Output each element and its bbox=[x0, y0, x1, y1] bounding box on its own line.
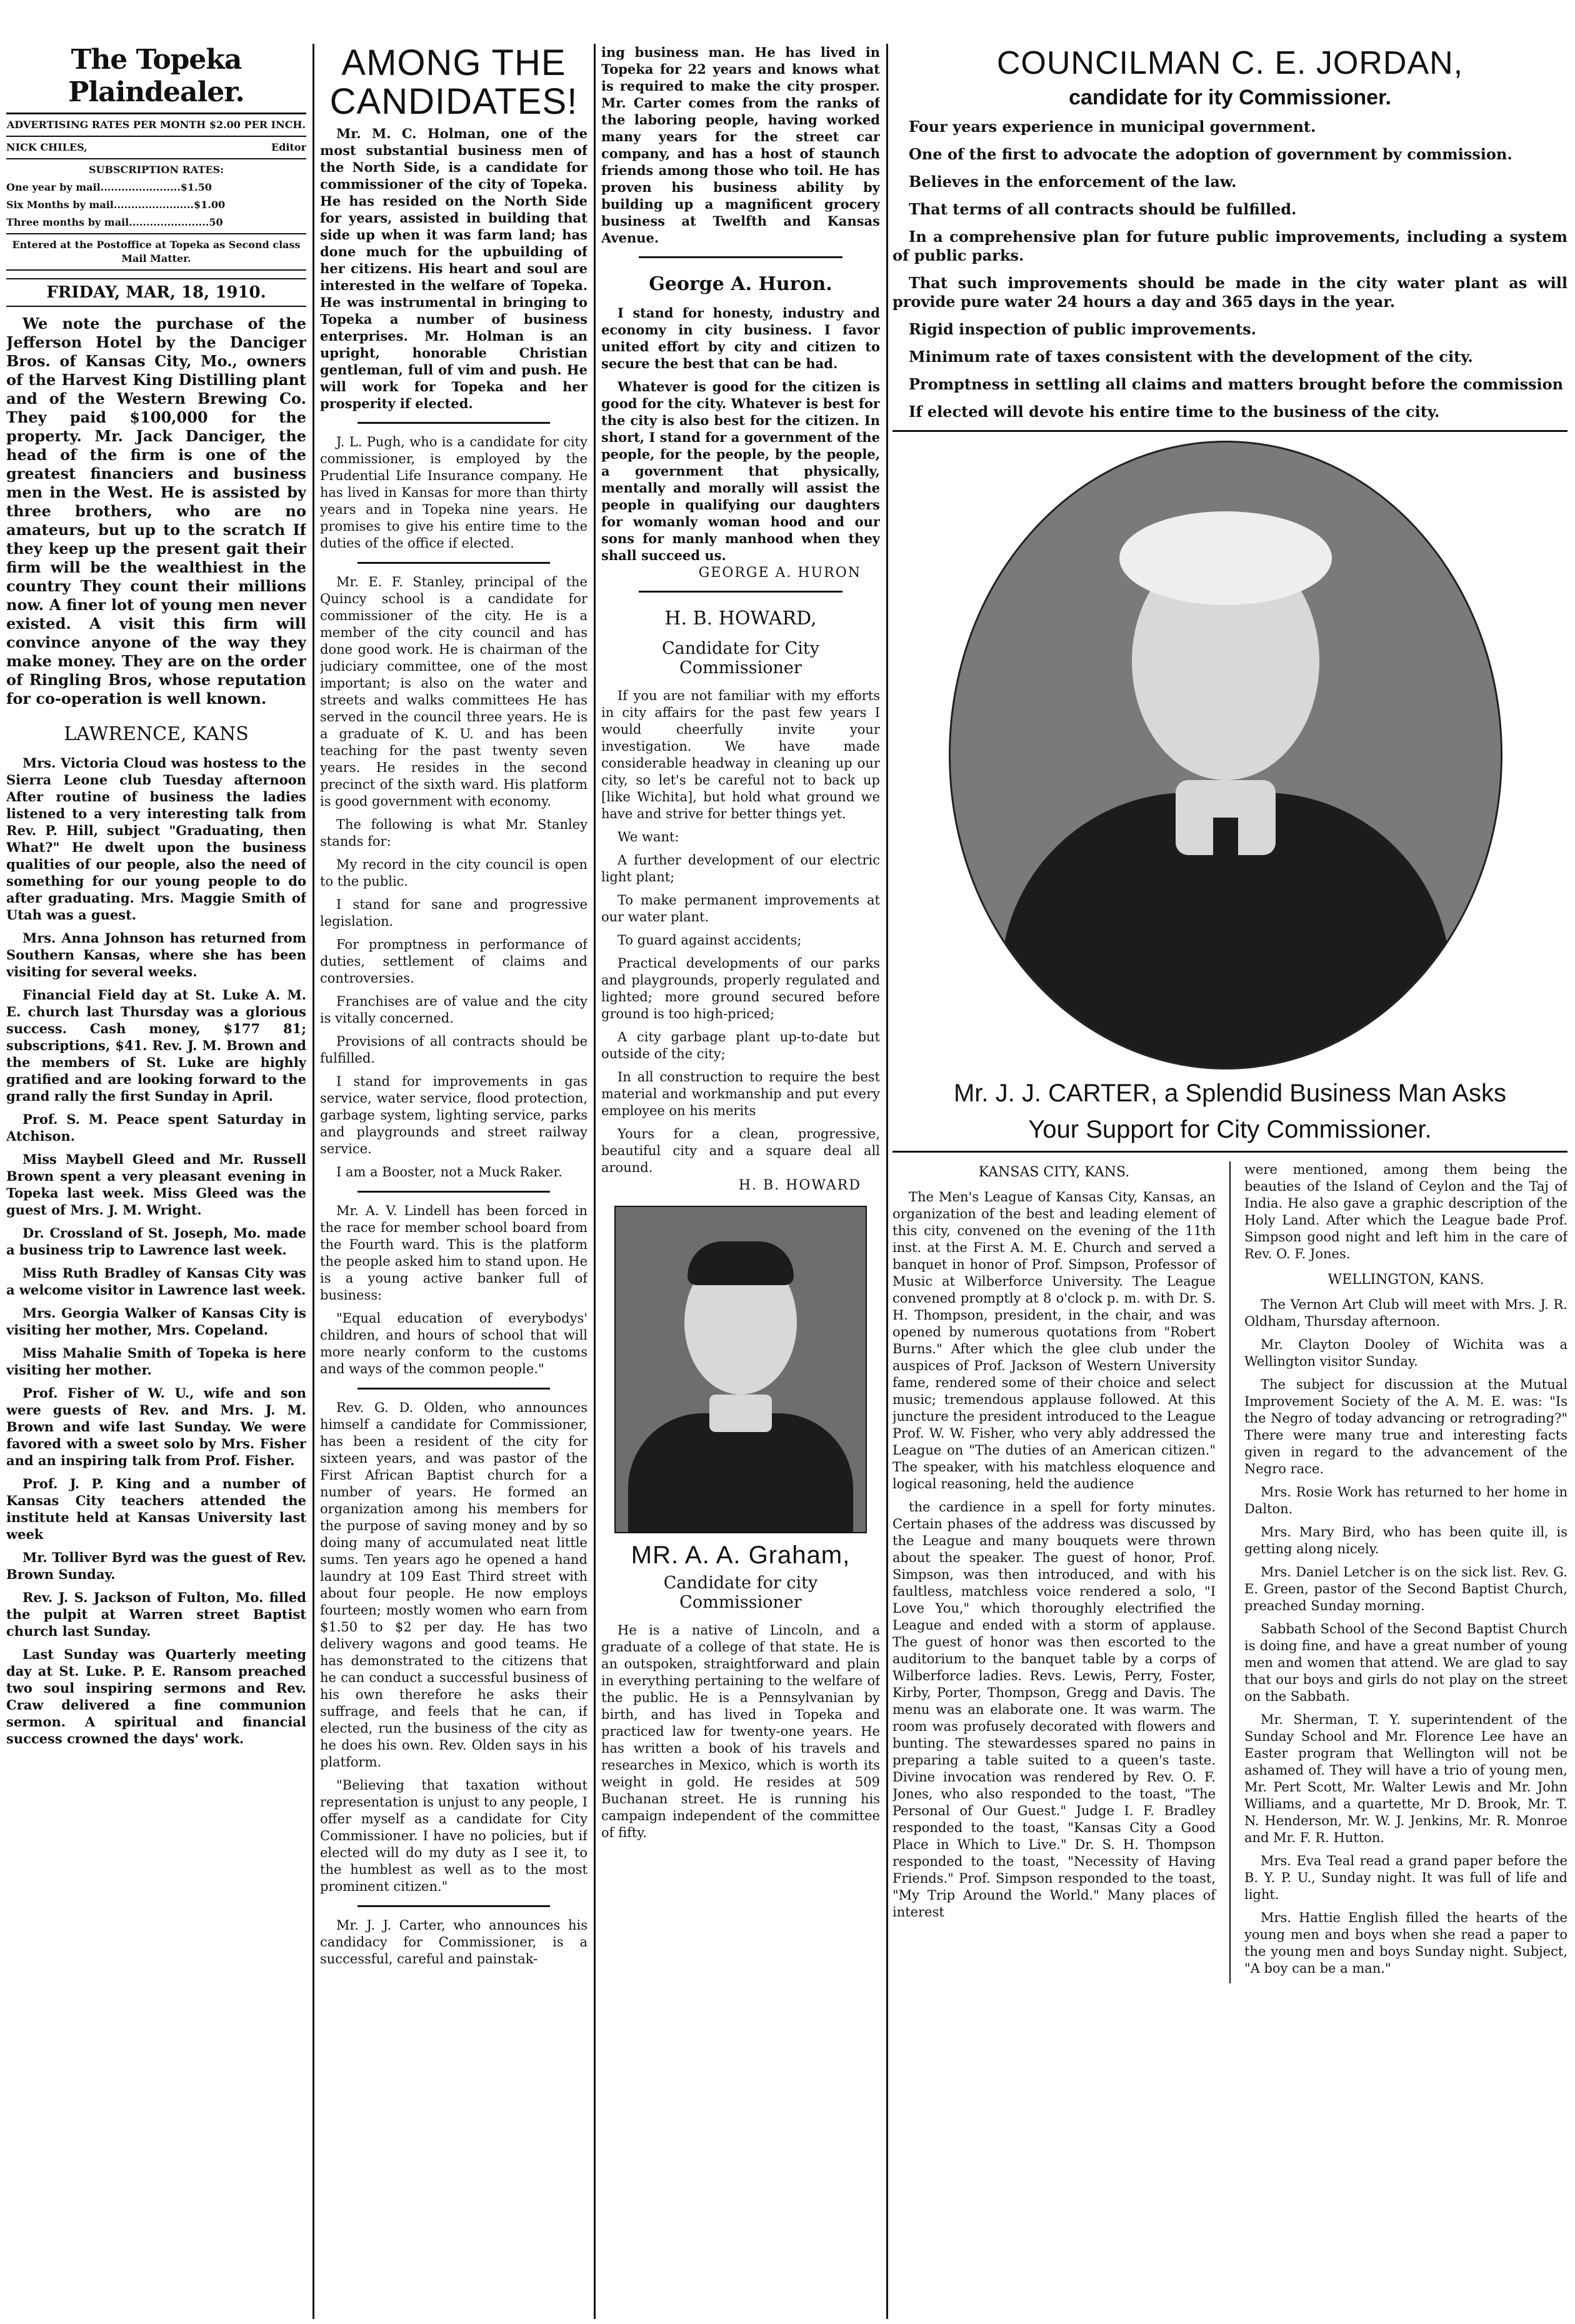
howard-signature: H. B. HOWARD bbox=[738, 1178, 861, 1193]
candidate-paragraph: Rev. G. D. Olden, who announces himself a candidate for Commissioner, has been a resident of the city for sixteen years, and was pastor of the First African Baptist church for a number of years. He formed an organization among his members for the purpose of saving money and by so doing many of accumulated neat little sums. Ten years ago he opened a hand laundry at 109 East Third street with about four people. He now employs fourteen; mostly women who earn from $1.50 to $2 per day. He has two delivery wagons and good teams. He has demonstrated to the citizens that he can conduct a successful business of his own therefore he asks their suffrage, and feels that he can, if elected, run the business of the city as he does his own. Rev. Olden says in his platform. bbox=[320, 1400, 588, 1770]
wellington-column bbox=[1244, 1161, 1568, 1983]
news-item: Mrs. Victoria Cloud was hostess to the Sierra Leone club Tuesday afternoon After routine of business the ladies listened to a very interesting talk from Rev. P. Hill, subject "Graduating, then What?" He dwelt upon the business qualities of our people, also the need of something for our young people to do after graduating. Mrs. Maggie Smith of Utah was a guest. bbox=[6, 755, 306, 923]
advertising-rates: ADVERTISING RATES PER MONTH $2.00 PER INCH. bbox=[6, 119, 306, 131]
rate-year: One year by mail.......................$1.50 bbox=[6, 181, 212, 193]
column-3 bbox=[601, 44, 880, 2319]
carter-portrait-frame bbox=[892, 441, 1568, 1078]
news-item: Miss Mahalie Smith of Topeka is here visiting her mother. bbox=[6, 1345, 306, 1378]
column-rule bbox=[886, 44, 888, 2319]
howard-paragraph: To make permanent improvements at our water plant. bbox=[601, 893, 880, 924]
howard-paragraph: A city garbage plant up-to-date but outside of the city; bbox=[601, 1029, 880, 1061]
jordan-point: If elected will devote his entire time to the business of the city. bbox=[909, 403, 1440, 421]
howard-paragraph: If you are not familiar with my efforts in city affairs for the past few years I would cheerfully invite your investigation. We have made considerable headway in cleaning up our city, so let's be careful not to back up [like Wichita], but hold what ground we have and strive for better things yet. bbox=[601, 688, 880, 821]
candidates-headline: AMONG THE CANDIDATES! bbox=[329, 44, 578, 122]
graham-paragraph: He is a native of Lincoln, and a graduate of a college of that state. He is an outspoken, straightforward and plain in everything pertaining to the welfare of the public. He is a Pennsylvanian by birth, and has lived in Topeka and practiced law for twenty-one years. He has written a book of his travels and researches in Mexico, which is worth its weight in gold. He resides at 509 Buchanan street. He is running his campaign independent of the committee of fifty. bbox=[601, 1623, 880, 1840]
portrait-hair bbox=[688, 1241, 794, 1285]
column-rule bbox=[312, 44, 314, 2319]
wellington-item: The subject for discussion at the Mutual Improvement Society of the A. M. E. was: "Is the Negro of today advancing or retrograding?" There were many true and interesting facts given in regard to the advancement of the Negro race. bbox=[1244, 1377, 1568, 1476]
portrait-collar bbox=[709, 1395, 772, 1432]
news-item: Prof. Fisher of W. U., wife and son were guests of Rev. and Mrs. J. M. Brown and wife last Sunday. We were favored with a sweet solo by Mrs. Fisher and an inspiring talk from Prof. Fisher. bbox=[6, 1385, 306, 1468]
column-4 bbox=[892, 44, 1568, 2319]
howard-subheading: Candidate for City Commissioner bbox=[662, 639, 819, 678]
jordan-point: Rigid inspection of public improvements. bbox=[909, 320, 1256, 338]
kansas-city-continued: were mentioned, among them being the beauties of the Island of Ceylon and the Taj of India. He also gave a graphic description of the Holy Land. After which the League bade Prof. Simpson good night and left him in the care of Rev. O. F. Jones. bbox=[1244, 1162, 1568, 1261]
jordan-point: One of the first to advocate the adoption of government by commission. bbox=[909, 145, 1512, 163]
candidate-paragraph: "Equal education of everybodys' children, and hours of school that will more nearly conform to the customs and ways of the common people." bbox=[320, 1311, 588, 1376]
column-rule bbox=[594, 44, 596, 2319]
wellington-item: Mrs. Eva Teal read a grand paper before the B. Y. P. U., Sunday night. It was full of life and light. bbox=[1244, 1853, 1568, 1902]
kansas-city-paragraph: The Men's League of Kansas City, Kansas, an organization of the best and leading element of this city, convened on the evening of the 11th inst. at the First A. M. E. Church and served a banquet in honor of Prof. Simpson, Professor of Music at Wilberforce University. The League convened promptly at 8 o'clock p. m. with Dr. S. H. Thompson, president, in the chair, and was opened by numerous quotations from "Robert Burns." After which the glee club under the auspices of Prof. Jackson of Western University fame, rendered some of their choice and select music; tremendous applause followed. At this juncture the president introduced to the League Prof. W. W. Fisher, who very ably addressed the League on "The duties of an American citizen." The speaker, with his matchless eloquence and logical reasoning, held the audience bbox=[892, 1190, 1216, 1491]
portrait-hair bbox=[1119, 511, 1332, 605]
wellington-item: Mr. Clayton Dooley of Wichita was a Wellington visitor Sunday. bbox=[1244, 1337, 1568, 1369]
candidate-paragraph: I stand for improvements in gas service, water service, flood protection, garbage system, lighting service, parks and playgrounds and street railway service. bbox=[320, 1074, 588, 1156]
rate-three-months: Three months by mail.......................50 bbox=[6, 216, 223, 228]
masthead-title: The Topeka Plaindealer. bbox=[6, 44, 306, 114]
candidate-paragraph: The following is what Mr. Stanley stands for: bbox=[320, 817, 588, 849]
editor-line: NICK CHILES, Editor bbox=[6, 141, 306, 153]
candidate-paragraph: Mr. J. J. Carter, who announces his candidacy for Commissioner, is a successful, careful and painstak- bbox=[320, 1918, 588, 1966]
candidate-paragraph: Provisions of all contracts should be fulfilled. bbox=[320, 1034, 588, 1066]
candidate-paragraph: I stand for sane and progressive legislation. bbox=[320, 897, 588, 929]
rate-six-months: Six Months by mail.......................$1.00 bbox=[6, 199, 226, 211]
carter-caption-line2: Your Support for City Commissioner. bbox=[1028, 1116, 1432, 1143]
candidate-paragraph: Mr. M. C. Holman, one of the most substantial business men of the North Side, is a candidate for commissioner of the city of Topeka. He has resided on the North Side for years, assisted in building that side up when it was farm land; has done much for the upbuilding of her citizens. His heart and soul are interested in the welfare of Topeka. He was instrumental in bringing to Topeka a number of business enterprises. Mr. Holman is an upright, honorable Christian gentleman, full of vim and push. He will work for Topeka and her prosperity if elected. bbox=[320, 126, 588, 411]
issue-date: FRIDAY, MAR, 18, 1910. bbox=[6, 278, 306, 307]
howard-paragraph: Practical developments of our parks and playgrounds, properly regulated and lighted; more ground secured before ground is too high-priced; bbox=[601, 956, 880, 1021]
news-item: Prof. J. P. King and a number of Kansas City teachers attended the institute held at Kansas University last week bbox=[6, 1476, 306, 1542]
kansas-city-heading: KANSAS CITY, KANS. bbox=[978, 1165, 1130, 1180]
candidate-paragraph: My record in the city council is open to the public. bbox=[320, 857, 588, 889]
jordan-point: Promptness in settling all claims and matters brought before the commission bbox=[909, 375, 1564, 393]
kansas-city-column bbox=[892, 1161, 1216, 1983]
wellington-heading: WELLINGTON, KANS. bbox=[1328, 1272, 1484, 1288]
howard-paragraph: In all construction to require the best material and workmanship and put every employee on his merits bbox=[601, 1069, 880, 1118]
news-item: Dr. Crossland of St. Joseph, Mo. made a business trip to Lawrence last week. bbox=[6, 1225, 306, 1258]
kansas-city-paragraph: the cardience in a spell for forty minutes. Certain phases of the address was discussed by the League and many bouquets were thrown about the speaker. The guest of honor, Prof. Simpson, was then introduced, and with his faultless, matchless voice rendered a solo, "I Love You," which thoroughly electrified the League and ended with a storm of applause. The guest of honor was then escorted to the auditorium to the banquet table by a corps of Wilberforce ladies. Revs. Lewis, Perry, Foster, Kirby, Porter, Thompson, Gregg and Davis. The menu was an elaborate one. It was warm. The room was profusely decorated with flowers and bunting. The stewardesses spared no pains in preparing a table suited to a queen's taste. Divine invocation was rendered by Rev. O. F. Jones, who also responded to the toast, "The Personal of Our Guest." Judge I. F. Bradley responded to the toast, "Kansas City a Good Place in Which to Live." Dr. S. H. Thompson responded to the toast, "Necessity of Having Friends." Prof. Simpson responded to the toast, "My Trip Around the World." Many places of interest bbox=[892, 1500, 1216, 1920]
wellington-item: Sabbath School of the Second Baptist Church is doing fine, and have a great number of young men and women that attend. We are glad to say that our boys and girls do not play on the street on the Sabbath. bbox=[1244, 1621, 1568, 1704]
section-heading-lawrence: LAWRENCE, KANS bbox=[64, 723, 249, 745]
graham-caption: MR. A. A. Graham, bbox=[631, 1541, 851, 1569]
news-item: Mrs. Georgia Walker of Kansas City is visiting her mother, Mrs. Copeland. bbox=[6, 1305, 306, 1338]
carter-continued: ing business man. He has lived in Topeka for 22 years and knows what is required to make the city prosper. Mr. Carter comes from the ranks of the laboring people, having worked many years for the street car company, and has a host of staunch friends among those who toil. He has proven his business ability by building up a magnificent grocery business at Twelfth and Kansas Avenue. bbox=[601, 44, 880, 246]
huron-signature: GEORGE A. HURON bbox=[698, 565, 861, 581]
wellington-item: Mr. Sherman, T. Y. superintendent of the Sunday School and Mr. Florence Lee have an Easter program that Wellington will not be ashamed of. They will have a trio of young men, Mr. Pert Scott, Mr. Walter Lewis and Mr. John Williams, and a quartette, Mr D. Brook, Mr. T. N. Henderson, Mr. W. J. Jenkins, Mr. R. Monroe and Mr. F. R. Hutton. bbox=[1244, 1712, 1568, 1845]
graham-portrait bbox=[614, 1206, 867, 1533]
news-item: Last Sunday was Quarterly meeting day at St. Luke. P. E. Ransom preached two soul inspiring sermons and Rev. Craw delivered a fine communion sermon. A spiritual and financial success crowned the days' work. bbox=[6, 1646, 306, 1746]
wellington-item: Mrs. Rosie Work has returned to her home in Dalton. bbox=[1244, 1485, 1568, 1516]
howard-heading: H. B. HOWARD, bbox=[664, 608, 817, 629]
jordan-subheading: candidate for ity Commissioner. bbox=[1069, 86, 1391, 109]
candidate-paragraph: I am a Booster, not a Muck Raker. bbox=[336, 1165, 562, 1180]
jordan-point: That such improvements should be made in the city water plant as will provide pure water 24 hours a day and 365 days in the year. bbox=[892, 274, 1568, 311]
separator bbox=[639, 256, 842, 258]
carter-oval-portrait bbox=[949, 441, 1502, 1069]
wellington-item: The Vernon Art Club will meet with Mrs. J. R. Oldham, Thursday afternoon. bbox=[1244, 1297, 1568, 1329]
candidate-paragraph: Franchises are of value and the city is vitally concerned. bbox=[320, 994, 588, 1026]
jordan-point: In a comprehensive plan for future public improvements, including a system of public parks. bbox=[892, 228, 1568, 264]
carter-caption-line1: Mr. J. J. CARTER, a Splendid Business Man Asks bbox=[953, 1079, 1507, 1107]
portrait-tie bbox=[1213, 818, 1238, 930]
separator bbox=[358, 1191, 550, 1193]
jordan-point: Minimum rate of taxes consistent with the development of the city. bbox=[909, 348, 1473, 366]
wellington-item: Mrs. Hattie English filled the hearts of the young men and boys when she read a paper to the young men and boys Sunday night. Subject, "A boy can be a man." bbox=[1244, 1910, 1568, 1976]
column-2 bbox=[320, 44, 588, 2319]
column-1 bbox=[6, 44, 306, 2319]
jordan-point: Four years experience in municipal government. bbox=[909, 118, 1316, 136]
subscription-header: SUBSCRIPTION RATES: bbox=[88, 164, 224, 176]
separator bbox=[358, 1388, 550, 1390]
bottom-news-columns bbox=[892, 1161, 1568, 1983]
separator bbox=[358, 422, 550, 424]
jordan-point: That terms of all contracts should be fulfilled. bbox=[909, 200, 1297, 218]
huron-paragraph: Whatever is good for the citizen is good for the city. Whatever is best for the city is also best for the citizen. In short, I stand for a government of the people, for the people, by the people, a government that physically, mentally and morally will assist the people in qualifying our daughters for womanly woman hood and our sons for manly manhood when they shall succeed us. bbox=[601, 379, 880, 563]
howard-paragraph: A further development of our electric light plant; bbox=[601, 853, 880, 884]
howard-paragraph: Yours for a clean, progressive, beautiful city and a square deal all around. bbox=[601, 1126, 880, 1175]
candidate-paragraph: J. L. Pugh, who is a candidate for city commissioner, is employed by the Prudential Life Insurance company. He has lived in Kansas for more than thirty years and in Topeka nine years. He promises to give his entire time to the duties of the office if elected. bbox=[320, 434, 588, 551]
huron-paragraph: I stand for honesty, industry and economy in city business. I favor united effort by city and citizen to secure the best that can be had. bbox=[601, 305, 880, 371]
news-item: Mrs. Anna Johnson has returned from Southern Kansas, where she has been visiting for several weeks. bbox=[6, 930, 306, 979]
separator bbox=[358, 1905, 550, 1907]
jordan-headline: COUNCILMAN C. E. JORDAN, bbox=[996, 45, 1464, 81]
news-item: Financial Field day at St. Luke A. M. E. church last Thursday was a glorious success. Cash money, $177 81; subscriptions, $41. Rev. J. M. Brown and the members of St. Luke are highly gratified and are looking forward to the grand rally the first Sunday in April. bbox=[6, 987, 306, 1104]
entered-notice: Entered at the Postoffice at Topeka as Second class Mail Matter. bbox=[12, 239, 301, 264]
news-item: Mr. Tolliver Byrd was the guest of Rev. Brown Sunday. bbox=[6, 1550, 306, 1582]
news-item: Miss Maybell Gleed and Mr. Russell Brown spent a very pleasant evening in Topeka last week. Miss Gleed was the guest of Mrs. J. M. Wright. bbox=[6, 1151, 306, 1218]
jordan-point: Believes in the enforcement of the law. bbox=[909, 173, 1237, 191]
wellington-item: Mrs. Daniel Letcher is on the sick list. Rev. G. E. Green, pastor of the Second Baptist Church, preached Sunday morning. bbox=[1244, 1565, 1568, 1613]
news-item: Prof. S. M. Peace spent Saturday in Atchison. bbox=[6, 1111, 306, 1144]
howard-paragraph: To guard against accidents; bbox=[618, 933, 802, 948]
candidate-paragraph: "Believing that taxation without representation is unjust to any people, I offer myself as a candidate for City Commissioner. I have no policies, but if elected will do my duty as I see it, to the humblest as well as to the most prominent citizen." bbox=[320, 1778, 588, 1894]
lead-article: We note the purchase of the Jefferson Hotel by the Danciger Bros. of Kansas City, Mo., owners of the Harvest King Distilling plant and of the Western Brewing Co. They paid $100,000 for the property. Mr. Jack Danciger, the head of the firm is one of the greatest financiers and business men in the West. He is assisted by three brothers, who are no amateurs, but up to the scratch If they keep up the present gait their firm will be the wealthiest in the country They count their millions now. A finer lot of young men never existed. A visit this firm will convince anyone of the way they make money. They are on the order of Ringling Bros, whose reputation for co-operation is well known. bbox=[6, 314, 306, 708]
huron-heading: George A. Huron. bbox=[649, 273, 832, 295]
news-item: Rev. J. S. Jackson of Fulton, Mo. filled the pulpit at Warren street Baptist church last Sunday. bbox=[6, 1590, 306, 1639]
candidate-paragraph: Mr. A. V. Lindell has been forced in the race for member school board from the Fourth ward. This is the platform the people asked him to stand upon. He is a young active banker full of business: bbox=[320, 1203, 588, 1303]
separator bbox=[639, 591, 842, 593]
howard-paragraph: We want: bbox=[618, 829, 679, 844]
candidate-paragraph: For promptness in performance of duties, settlement of claims and controversies. bbox=[320, 937, 588, 986]
news-item: Miss Ruth Bradley of Kansas City was a welcome visitor in Lawrence last week. bbox=[6, 1265, 306, 1298]
separator bbox=[358, 562, 550, 564]
candidate-paragraph: Mr. E. F. Stanley, principal of the Quincy school is a candidate for commissioner of the city. He is a member of the city council and has done good work. He is chairman of the judiciary committee, one of the most important; is also on the water and streets and walks committees He has served in the council three years. He is a graduate of K. U. and has been teaching for the past twenty seven years. He resides in the second precinct of the sixth ward. His platform is good government with economy. bbox=[320, 574, 588, 809]
graham-subheading: Candidate for city Commissioner bbox=[663, 1573, 818, 1612]
wellington-item: Mrs. Mary Bird, who has been quite ill, is getting along nicely. bbox=[1244, 1525, 1568, 1556]
